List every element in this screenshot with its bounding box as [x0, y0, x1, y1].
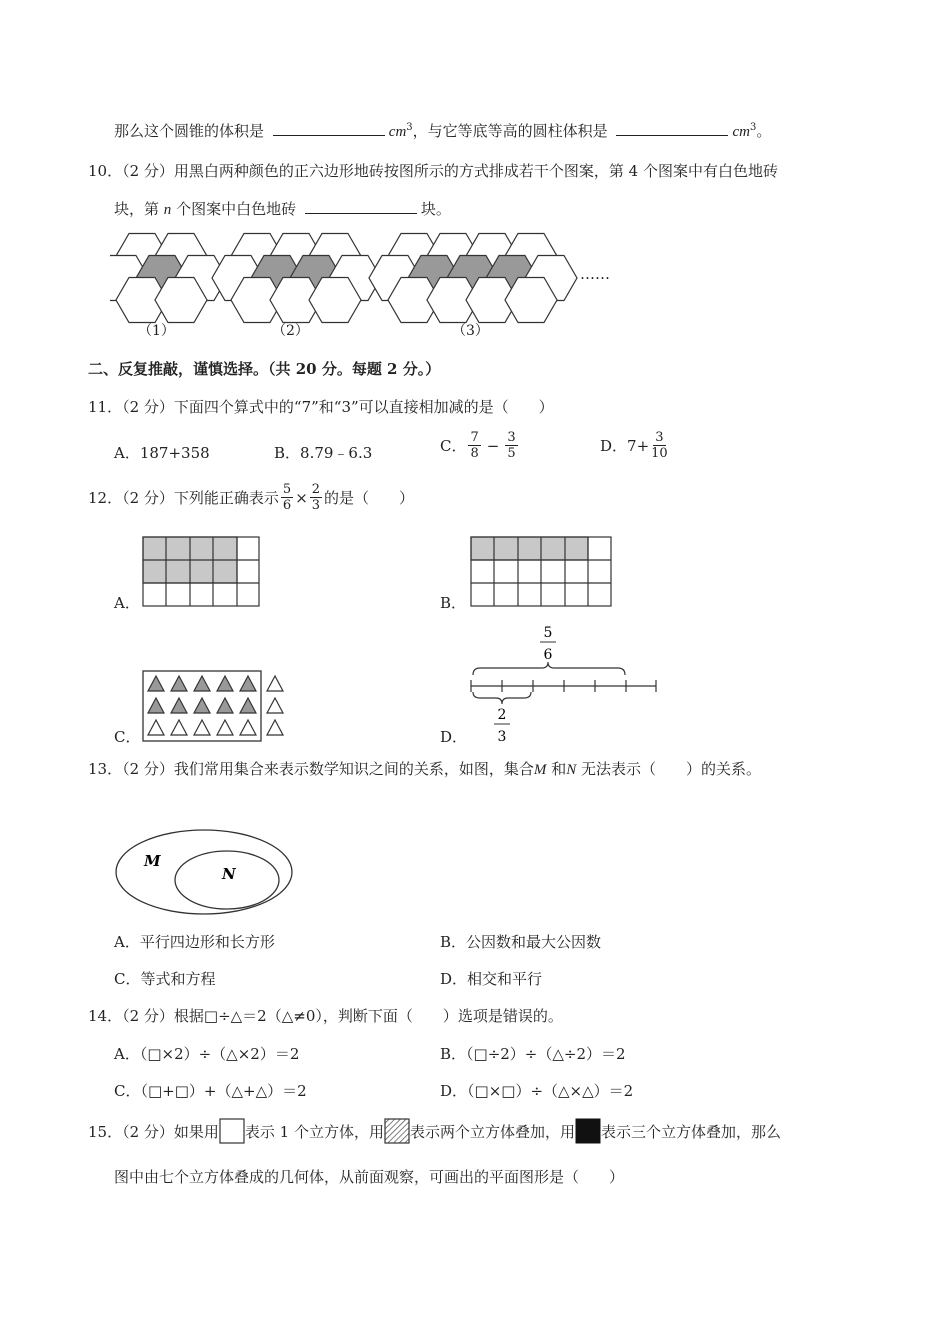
answer-blank[interactable] [273, 121, 385, 136]
hex-pattern-3 [369, 234, 577, 323]
q10-text: 个图案中白色地砖 [176, 200, 297, 218]
denominator: 5 [507, 446, 516, 461]
triangle [171, 720, 187, 735]
fraction [310, 482, 322, 513]
answer-blank[interactable] [305, 199, 417, 214]
q11-stem: 11．（2 分）下面四个算式中的“7”和“3”可以直接相加减的是（ ） [88, 398, 554, 416]
hex-pattern-1 [110, 234, 227, 323]
pattern-label-2: （2） [272, 323, 309, 339]
q13-option-c[interactable]: C．等式和方程 [114, 970, 216, 988]
variable-n: n [163, 202, 172, 218]
q14-option-d[interactable]: D．（□×□）÷（△×△）＝2 [440, 1082, 634, 1100]
fraction [468, 430, 480, 461]
unit: cm [732, 124, 750, 140]
q14-option-c[interactable]: C．（□+□）+（△+△）＝2 [114, 1082, 307, 1100]
q12-text: 的是（ ） [324, 489, 415, 507]
operator: − [486, 436, 500, 455]
top-numerator: 5 [543, 625, 553, 641]
three-cube-solid-icon [575, 1118, 601, 1144]
ellipsis: …… [580, 265, 610, 283]
q15-stem [88, 1118, 781, 1144]
triangle [171, 698, 187, 713]
triangle [194, 720, 210, 735]
q14-option-a[interactable]: A．（□×2）÷（△×2）＝2 [114, 1045, 300, 1063]
triangle [217, 698, 233, 713]
q12-option-a-label[interactable]: A． [114, 594, 140, 612]
label-m: M [144, 852, 161, 870]
q15-text: 表示 1 个立方体，用 [244, 1122, 384, 1141]
option-label: C． [440, 437, 467, 455]
triangle [148, 720, 164, 735]
q14-stem: 14．（2 分）根据□÷△＝2（△≠0），判断下面（ ）选项是错误的。 [88, 1007, 563, 1025]
q13-stem [88, 758, 761, 779]
answer-blank[interactable] [616, 121, 728, 136]
set-n: N [566, 762, 577, 778]
q15-text: 15．（2 分）如果用 [88, 1122, 219, 1141]
denominator: 6 [282, 498, 292, 513]
numerator: 3 [507, 430, 516, 445]
q12-triangles-c[interactable] [140, 668, 285, 744]
period: 。 [756, 122, 772, 140]
set-m-ellipse [116, 830, 292, 914]
triangle [240, 676, 256, 691]
q13-text: 无法表示（ ）的关系。 [581, 760, 762, 778]
q11-option-a[interactable]: A．187+358 [114, 444, 210, 462]
top-brace [473, 662, 625, 675]
q12-option-d-label[interactable]: D． [440, 728, 468, 746]
q12-stem [88, 482, 414, 513]
unit-exponent: 3 [749, 122, 757, 133]
q11-option-b[interactable]: B．8.79﹣6.3 [274, 444, 373, 462]
denominator: 8 [470, 446, 479, 461]
triangle [217, 720, 233, 735]
triangle [171, 676, 187, 691]
triangle [194, 698, 210, 713]
q10-text: 块。 [420, 200, 451, 218]
numerator: 5 [282, 482, 292, 497]
denominator: 10 [651, 446, 668, 461]
numerator: 3 [655, 430, 664, 445]
q9-continuation [114, 120, 771, 141]
q12-number-line-d[interactable] [468, 620, 663, 745]
q10-stem-line2 [114, 198, 451, 219]
q15-text: 表示两个立方体叠加，用 [410, 1122, 576, 1141]
numerator: 2 [311, 482, 321, 497]
numerator: 7 [470, 430, 479, 445]
q10-stem: 10．（2 分）用黑白两种颜色的正六边形地砖按图所示的方式排成若干个图案，第 4 个图案中有白色地砖 [88, 162, 778, 180]
q11-option-c[interactable] [440, 430, 520, 461]
venn-diagram [112, 826, 297, 918]
label-n: N [222, 865, 236, 883]
fraction [281, 482, 293, 513]
bottom-denominator: 3 [497, 729, 507, 745]
triangle [240, 720, 256, 735]
option-label: D． [600, 437, 628, 455]
unit-exponent: 3 [406, 122, 413, 133]
triangle [240, 698, 256, 713]
q12-grid-b[interactable] [470, 536, 613, 608]
triangle [267, 698, 283, 713]
triangle [194, 676, 210, 691]
q15-stem-line2: 图中由七个立方体叠成的几何体，从前面观察，可画出的平面图形是（ ） [114, 1168, 625, 1186]
top-denominator: 6 [543, 647, 553, 663]
q13-option-b[interactable]: B．公因数和最大公因数 [440, 933, 602, 951]
q12-grid-a[interactable] [142, 536, 262, 608]
bottom-numerator: 2 [497, 707, 507, 723]
q15-text: 表示三个立方体叠加，那么 [601, 1122, 782, 1141]
q12-text: 12．（2 分）下列能正确表示 [88, 489, 279, 507]
denominator: 3 [311, 498, 321, 513]
fraction [651, 430, 668, 461]
q13-text: 13．（2 分）我们常用集合来表示数学知识之间的关系，如图，集合 [88, 760, 534, 778]
hexagon-patterns-figure [110, 228, 630, 343]
triangle [267, 720, 283, 735]
q11-option-d[interactable] [600, 430, 670, 461]
whole-part: 7+ [627, 436, 650, 455]
pattern-label-1: （1） [138, 323, 175, 339]
triangle [148, 698, 164, 713]
q13-text: 和 [551, 760, 567, 778]
q13-option-d[interactable]: D．相交和平行 [440, 970, 543, 988]
q13-option-a[interactable]: A．平行四边形和长方形 [114, 933, 275, 951]
section-heading: 二、反复推敲，谨慎选择。（共 20 分。每题 2 分。） [88, 360, 441, 378]
q10-text: 块，第 [114, 200, 160, 218]
q14-option-b[interactable]: B．（□÷2）÷（△÷2）＝2 [440, 1045, 626, 1063]
operator: × [295, 488, 308, 507]
unit: cm [388, 124, 407, 140]
hex-pattern-2 [212, 234, 381, 323]
q9-text-b: ，与它等底等高的圆柱体积是 [412, 122, 608, 140]
pattern-label-3: （3） [452, 323, 489, 339]
triangle [148, 676, 164, 691]
triangle [267, 676, 283, 691]
q9-text: 那么这个圆锥的体积是 [114, 122, 265, 140]
q12-option-c-label[interactable]: C． [114, 728, 141, 746]
bottom-brace [473, 692, 531, 704]
q12-option-b-label[interactable]: B． [440, 594, 467, 612]
fraction [505, 430, 517, 461]
two-cube-hatched-icon [384, 1118, 410, 1144]
single-cube-icon [219, 1118, 245, 1144]
set-m: M [533, 762, 547, 778]
triangle [217, 676, 233, 691]
